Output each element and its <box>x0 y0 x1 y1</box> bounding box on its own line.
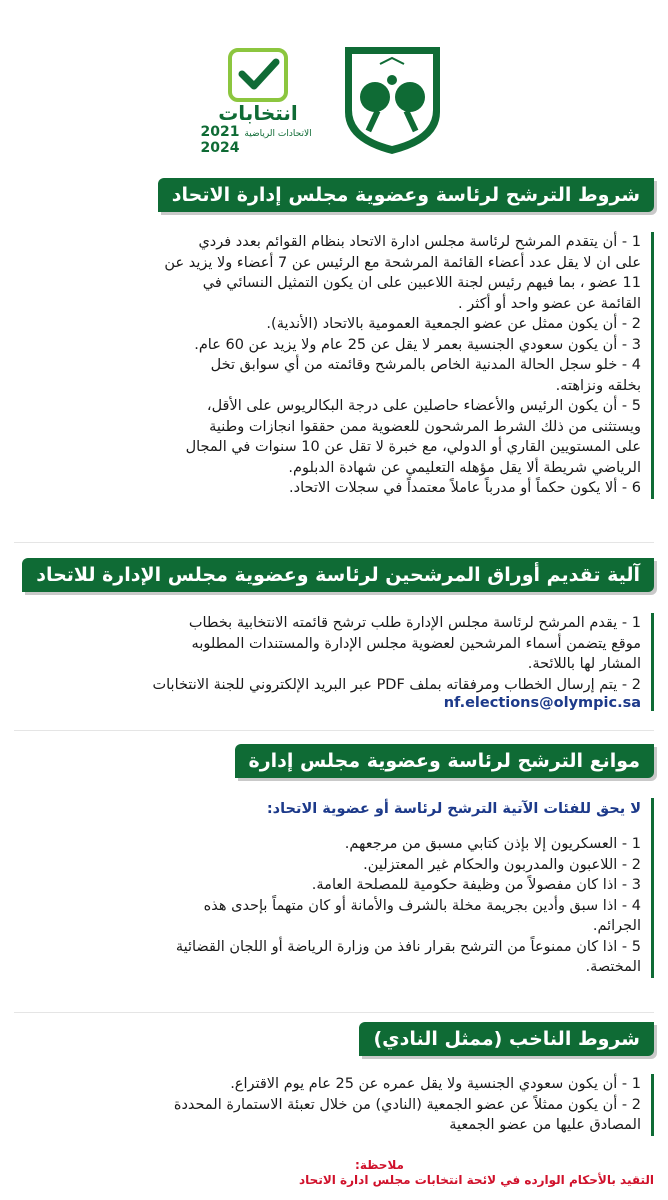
section-voter-conditions-title: شروط الناخب (ممثل النادي) <box>359 1022 654 1056</box>
list-item: 1 - يقدم المرشح لرئاسة مجلس الإدارة طلب ترشح قائمته الانتخابية بخطاب <box>188 615 641 631</box>
list-item: على ان لا يقل عدد أعضاء القائمة المرشحة مع الرئيس عن 7 أعضاء ولا يزيد عن <box>164 254 641 271</box>
federation-logo <box>340 42 445 157</box>
list-item: 2 - اللاعبون والمدربون والحكام غير المعتزلين. <box>363 856 641 873</box>
list-item: 4 - خلو سجل الحالة المدنية الخاص بالمرشح وقائمته من أي سوابق تخل <box>210 357 641 373</box>
list-item: 5 - أن يكون الرئيس والأعضاء حاصلين على درجة البكالريوس على الأقل، <box>206 398 641 414</box>
elections-subtitle: الاتحادات الرياضية <box>244 129 312 139</box>
list-item: 4 - اذا سبق وأدين بجريمة مخلة بالشرف والأمانة أو كان متهماً بإحدى هذه <box>203 897 641 914</box>
section-candidacy-conditions-title: شروط الترشح لرئاسة وعضوية مجلس إدارة الاتحاد <box>158 178 654 212</box>
year-start: 2021 <box>200 124 240 140</box>
note-label: ملاحظة: <box>355 1158 404 1172</box>
list-item: المشار لها باللائحة. <box>527 656 641 672</box>
list-item: موقع يتضمن أسماء المرشحين لعضوية مجلس الإدارة والمستندات المطلوبه <box>191 635 641 652</box>
divider <box>14 1012 654 1013</box>
submission-mechanism-list <box>14 613 654 711</box>
list-item: 5 - اذا كان ممنوعاً من الترشح بقرار نافذ من وزارة الرياضة أو اللجان القضائية <box>175 938 641 955</box>
list-item: ويستثنى من ذلك الشرط المرشحون للعضوية ممن حققوا انجازات وطنية <box>209 418 641 435</box>
elections-email-link[interactable]: nf.elections@olympic.sa <box>443 695 641 711</box>
divider <box>14 542 654 543</box>
list-item: 3 - اذا كان مفصولاً من وظيفة حكومية للمصلحة العامة. <box>311 877 641 893</box>
divider <box>14 730 654 731</box>
list-item: 2 - يتم إرسال الخطاب ومرفقاته بملف PDF عبر البريد الإلكتروني للجنة الانتخابات <box>152 676 641 693</box>
list-item: 1 - أن يكون سعودي الجنسية ولا يقل عمره عن 25 عام يوم الاقتراع. <box>230 1076 641 1092</box>
list-item: المصادق عليها من عضو الجمعية <box>449 1117 641 1133</box>
list-item: 1 - العسكريون إلا بإذن كتابي مسبق من مرجعهم. <box>344 836 641 852</box>
year-end: 2024 <box>200 140 240 156</box>
candidacy-conditions-list <box>14 232 654 499</box>
section-candidacy-obstacles-title: موانع الترشح لرئاسة وعضوية مجلس إدارة <box>235 744 655 778</box>
obstacles-subtitle: لا يحق للفئات الآتية الترشح لرئاسة أو عضوية الاتحاد: <box>266 801 641 817</box>
candidacy-obstacles-list <box>14 798 654 978</box>
list-item: بخلقه ونزاهته. <box>555 377 641 394</box>
section-submission-mechanism-title: آلية تقديم أوراق المرشحين لرئاسة وعضوية مجلس الإدارة للاتحاد <box>22 558 654 592</box>
list-item: 2 - أن يكون ممثل عن عضو الجمعية العمومية بالاتحاد (الأندية). <box>266 316 641 332</box>
voter-conditions-list <box>14 1074 654 1136</box>
list-item: على المستويين القاري أو الدولي، مع خبرة لا تقل عن 10 سنوات في المجال <box>185 439 641 455</box>
footnote <box>14 1158 654 1188</box>
list-item: الجرائم. <box>592 918 641 934</box>
list-item: 3 - أن يكون سعودي الجنسية بعمر لا يقل عن 25 عام ولا يزيد عن 60 عام. <box>194 336 641 353</box>
header-logos <box>0 30 668 160</box>
list-item: 2 - أن يكون ممثلاً عن عضو الجمعية (النادي) من خلال تعبئة الاستمارة المحددة <box>173 1096 641 1113</box>
note-text: التقيد بالأحكام الوارده في لائحة انتخابات مجلس ادارة الاتحاد <box>299 1173 654 1187</box>
list-item: 11 عضو ، بما فيهم رئيس لجنة اللاعبين على ان يكون التمثيل النسائي في <box>202 275 641 291</box>
list-item: 6 - ألا يكون حكماً أو مدرباً عاملاً معتمداً في سجلات الاتحاد. <box>289 480 641 496</box>
elections-logo <box>198 44 318 164</box>
list-item: الرياضي شريطة ألا يقل مؤهله التعليمي عن شهادة الدبلوم. <box>288 459 641 476</box>
list-item: 1 - أن يتقدم المرشح لرئاسة مجلس ادارة الاتحاد بنظام القوائم بعدد فردي <box>198 234 641 250</box>
list-item: المختصة. <box>585 959 641 975</box>
elections-title: انتخابات <box>218 101 298 125</box>
list-item: القائمة عن عضو واحد أو أكثر . <box>457 295 641 312</box>
